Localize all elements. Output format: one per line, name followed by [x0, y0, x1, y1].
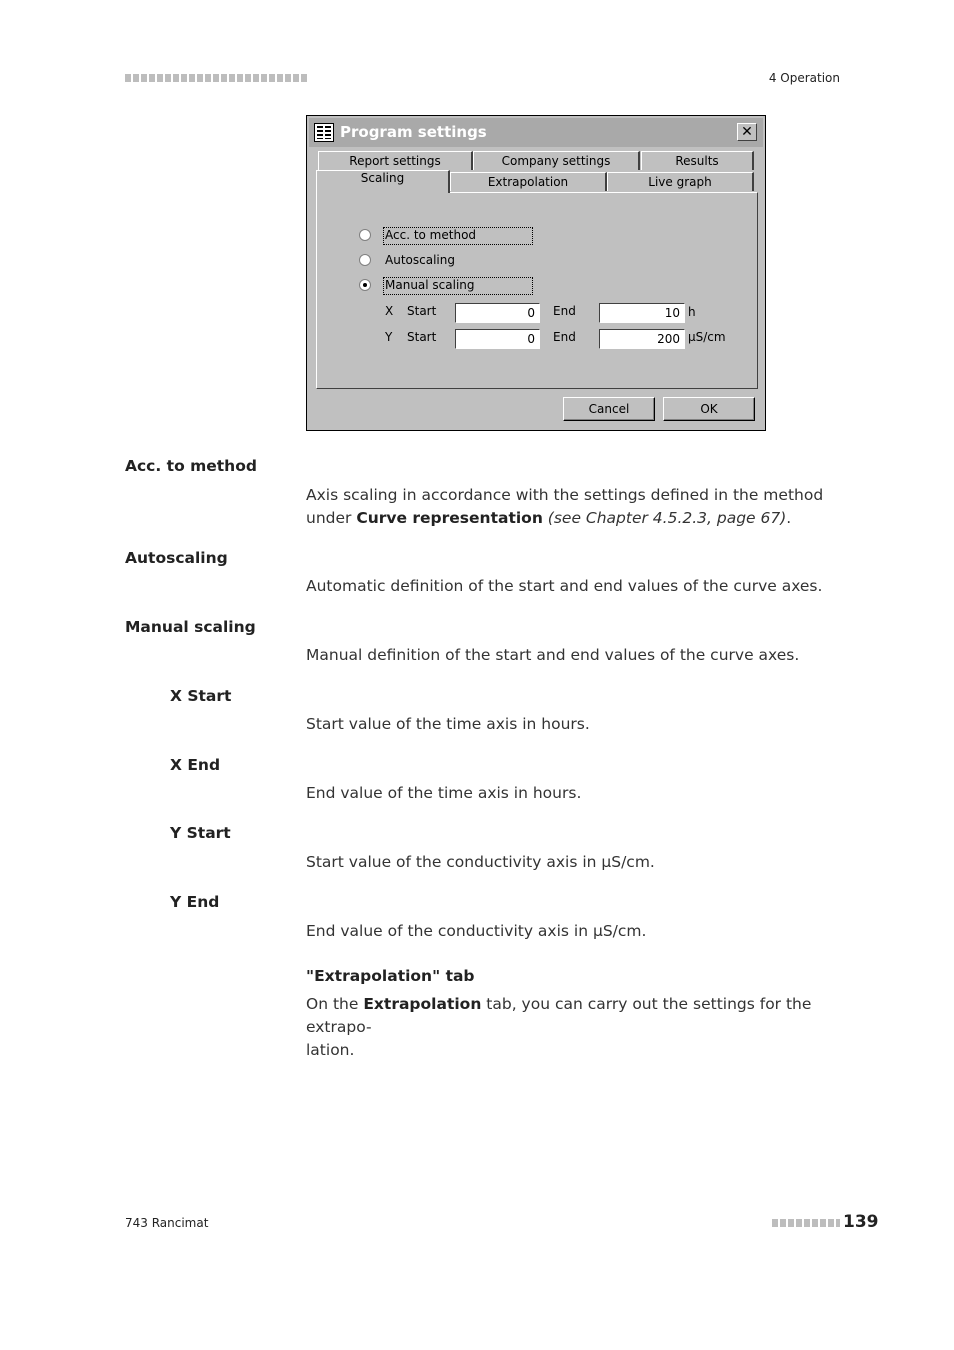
option-acc-to-method[interactable]: Acc. to method	[385, 228, 477, 242]
footer-decoration	[772, 1219, 840, 1227]
x-start-label: Start	[407, 304, 437, 318]
section-heading-extrapolation: "Extrapolation" tab	[306, 967, 475, 985]
desc-bold: Curve representation	[356, 509, 543, 527]
term-acc-to-method: Acc. to method	[125, 457, 257, 475]
desc-x-start: Start value of the time axis in hours.	[306, 715, 590, 733]
radio-autoscaling[interactable]	[359, 254, 371, 266]
desc-y-start: Start value of the conductivity axis in µS/cm.	[306, 853, 655, 871]
term-y-start: Y Start	[170, 824, 231, 842]
y-start-field[interactable]: 0	[455, 329, 540, 349]
y-end-label: End	[553, 330, 576, 344]
tab-results[interactable]: Results	[641, 151, 754, 170]
x-end-field[interactable]: 10	[599, 303, 685, 323]
radio-manual-scaling[interactable]	[359, 279, 371, 291]
dialog-titlebar	[309, 118, 763, 147]
option-manual-scaling[interactable]: Manual scaling	[385, 278, 475, 292]
scaling-panel	[316, 192, 758, 389]
desc-text: .	[786, 509, 792, 527]
chapter-title: 4 Operation	[768, 71, 840, 85]
para-text: tab, you can carry out the settings for the extrapo-	[306, 995, 812, 1036]
tab-scaling[interactable]: Scaling	[316, 170, 450, 193]
chapter-reference[interactable]: (see Chapter 4.5.2.3, page 67)	[542, 509, 787, 527]
tab-live-graph[interactable]: Live graph	[607, 172, 754, 191]
term-x-start: X Start	[170, 687, 232, 705]
x-axis-label: X	[385, 304, 394, 318]
extrapolation-paragraph	[306, 993, 846, 1062]
cancel-button[interactable]: Cancel	[563, 397, 655, 421]
window-icon	[314, 123, 334, 142]
program-settings-dialog	[306, 115, 766, 431]
x-end-label: End	[553, 304, 576, 318]
header-decoration	[125, 74, 307, 82]
y-start-label: Start	[407, 330, 437, 344]
desc-acc-to-method	[306, 484, 846, 530]
tab-report-settings[interactable]: Report settings	[318, 151, 473, 170]
dialog-title: Program settings	[340, 123, 487, 141]
tab-company-settings[interactable]: Company settings	[473, 151, 640, 170]
radio-selected-dot	[363, 283, 367, 287]
footer-product: 743 Rancimat	[125, 1216, 209, 1230]
para-text: On the	[306, 995, 364, 1013]
x-start-field[interactable]: 0	[455, 303, 540, 323]
desc-autoscaling: Automatic definition of the start and end values of the curve axes.	[306, 577, 823, 595]
ok-button[interactable]: OK	[663, 397, 755, 421]
y-unit: µS/cm	[688, 330, 726, 344]
tab-extrapolation[interactable]: Extrapolation	[450, 172, 607, 191]
desc-y-end: End value of the conductivity axis in µS/cm.	[306, 922, 647, 940]
term-y-end: Y End	[170, 893, 220, 911]
page-number: 139	[843, 1212, 879, 1232]
option-autoscaling[interactable]: Autoscaling	[385, 253, 455, 267]
term-x-end: X End	[170, 756, 221, 774]
para-bold: Extrapolation	[363, 995, 482, 1013]
desc-manual-scaling: Manual definition of the start and end values of the curve axes.	[306, 646, 800, 664]
desc-x-end: End value of the time axis in hours.	[306, 784, 582, 802]
radio-acc-to-method[interactable]	[359, 229, 371, 241]
x-unit: h	[688, 305, 696, 319]
desc-text: Axis scaling in accordance with the settings defined in the method under	[306, 486, 824, 527]
para-text: lation.	[306, 1041, 355, 1059]
y-end-field[interactable]: 200	[599, 329, 685, 349]
y-axis-label: Y	[385, 330, 393, 344]
close-button[interactable]: ✕	[737, 123, 757, 141]
term-autoscaling: Autoscaling	[125, 549, 228, 567]
term-manual-scaling: Manual scaling	[125, 618, 256, 636]
